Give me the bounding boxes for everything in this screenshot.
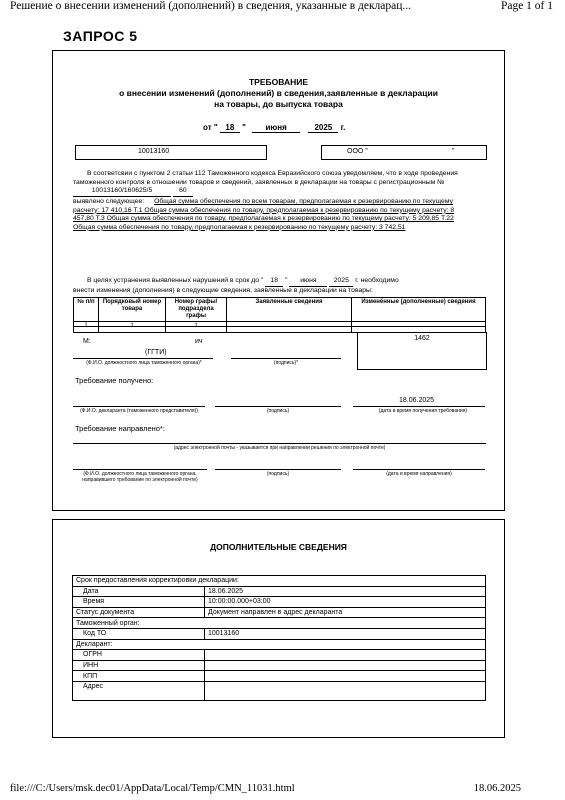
date-year: 2025 (308, 123, 338, 133)
table-row (73, 639, 486, 650)
officer-number-box (357, 332, 487, 370)
signature-caption: (подпись)* (273, 360, 299, 366)
code-label: Код ТО (73, 628, 205, 639)
title-line-2: о внесении изменений (дополнений) в сведения,заявленные в декларации (119, 88, 438, 98)
deadline-day: 18 (265, 277, 283, 287)
deadline-paragraph: В целях устранения выявленных нарушений в срок до " 18 " июня 2025 г. необходимо внести изменения (дополнения) в следующие сведения, заявленные в декларации на товары: (73, 277, 473, 295)
address-label: Адрес (73, 681, 205, 700)
date-value: 18.06.2025 (205, 586, 486, 597)
additional-table (72, 575, 486, 701)
table-row (73, 618, 486, 629)
company-box (321, 145, 487, 160)
table-cell (352, 322, 486, 333)
col-header-column: Номер графы/ подраздела графы (166, 298, 227, 322)
declarant-line (73, 406, 205, 407)
deadline-suffix: г. необходимо (355, 277, 399, 284)
date-day: 18 (220, 123, 240, 133)
additional-title: ДОПОЛНИТЕЛЬНЫЕ СВЕДЕНИЯ (210, 542, 347, 552)
officer-suffix: ич (195, 338, 203, 345)
browser-page-title: Решение о внесении изменений (дополнений) в сведения, указанные в декларац... (10, 0, 412, 12)
file-url: file:///C:/Users/msk.dec01/AppData/Local/Temp/CMN_11031.html (10, 783, 295, 794)
changes-table (73, 297, 486, 333)
deadline-line-2: внести изменения (дополнения) в следующие сведения, заявленные в декларации на товары: (73, 286, 373, 294)
ogrn-label: ОГРН (73, 650, 205, 661)
reg-suffix: 60 (173, 187, 193, 197)
col-header-item: Порядковый номер товара (99, 298, 166, 322)
deadline-label: Срок предоставления корректировки декларации: (73, 576, 486, 587)
finding-text: Общая сумма обеспечения по всем товарам, предполагаемая к резервированию по текущему расчету: 17 410,16 Т.1 Общая сумма обеспечения по товару, предполагаемая к резервированию по текущему расчету: 8 457,80 Т.3 Общая сумма обеспечения по товару, предполагаемая к резервированию по текущему расчету: 5 209,85 Т.22 Общая сумма обеспечения по товару, предполагаемая к резервированию по текущему расчету: 3 742,51 (73, 198, 455, 231)
col-header-declared: Заявленные сведения (227, 298, 352, 322)
officer-line (73, 358, 213, 359)
declarant-label: Декларант: (73, 639, 486, 650)
customs-label: Таможенный орган: (73, 618, 486, 629)
kpp-value (205, 671, 486, 682)
received-date: 18.06.2025 (399, 397, 435, 404)
sent-label: Требование направлено*: (75, 424, 165, 433)
ogrn-value (205, 650, 486, 661)
received-label: Требование получено: (75, 376, 154, 385)
company-name: ООО " (347, 148, 368, 155)
table-row (74, 322, 486, 333)
sender-line (73, 469, 207, 470)
officer-number: 1462 (414, 335, 430, 342)
table-header-row (74, 298, 486, 322)
revealed-label: выявлено следующее: (73, 198, 145, 205)
table-row (73, 607, 486, 618)
title-line-3: на товары, до выпуска товара (214, 99, 343, 109)
kpp-label: КПП (73, 671, 205, 682)
signature-line (231, 358, 341, 359)
status-label: Статус документа (73, 607, 205, 618)
declarant-caption: (Ф.И.О. декларанта (таможенного представителя)) (80, 408, 198, 414)
sent-date-caption: (дата и время направления) (386, 471, 452, 477)
additional-info (52, 519, 505, 738)
print-date: 18.06.2025 (473, 783, 521, 794)
code-value: 10013160 (205, 628, 486, 639)
finding-paragraph (73, 198, 473, 232)
title-line-1: ТРЕБОВАНИЕ (248, 77, 309, 87)
date-month: июня (252, 123, 300, 133)
signature-line-3 (215, 469, 341, 470)
officer-initial: М: (83, 338, 91, 345)
inn-value (205, 660, 486, 671)
deadline-year: 2025 (329, 277, 353, 287)
legal-text: В соответсвии с пунктом 2 статьи 112 Таможенного кодекса Евразийского союза уведомляем, что в ходе проведения таможенного контроля в отношении товаров и сведений, заявленных в декларации на товары с регистрационным № (73, 170, 458, 186)
col-header-changed: Изменённые (дополненные) сведения (352, 298, 486, 322)
table-row (73, 576, 486, 587)
reg-number: 10013160/160625/5 (73, 187, 171, 197)
table-cell: 1 (99, 322, 166, 333)
table-cell: 1 (166, 322, 227, 333)
address-value (205, 681, 486, 700)
time-value: 10:00:00.000+03:00 (205, 597, 486, 608)
company-name-close: " (452, 148, 455, 155)
requirement-title (53, 77, 504, 110)
customs-code: 10013160 (138, 148, 170, 155)
legal-paragraph (73, 170, 473, 197)
officer-org: (ГГТИ) (145, 349, 167, 356)
col-header-num: № п/п (74, 298, 99, 322)
time-label: Время (73, 597, 205, 608)
customs-code-box (75, 145, 267, 160)
requirement-date (203, 123, 345, 133)
received-date-line (353, 406, 485, 407)
officer-caption: (Ф.И.О. должностного лица таможенного органа)* (86, 360, 202, 366)
page-counter: Page 1 of 1 (500, 0, 553, 12)
date-quote: " (242, 123, 246, 132)
table-row (73, 597, 486, 608)
table-row (73, 650, 486, 661)
deadline-month: июня (289, 277, 327, 287)
sent-date-line (353, 469, 485, 470)
table-row (73, 586, 486, 597)
date-label: Дата (73, 586, 205, 597)
email-line (73, 443, 486, 444)
table-cell (227, 322, 352, 333)
received-date-caption: (дата и время получения требования) (378, 408, 468, 414)
query-title: ЗАПРОС 5 (63, 28, 138, 44)
status-value: Документ направлен в адрес декларанта (205, 607, 486, 618)
requirement-form (52, 50, 505, 511)
table-cell: 1 (74, 322, 99, 333)
table-row (73, 681, 486, 700)
email-caption: (адрес электронной почты - указывается при направлении решения по электронной почте) (173, 445, 386, 451)
inn-label: ИНН (73, 660, 205, 671)
table-row (73, 628, 486, 639)
table-row (73, 660, 486, 671)
date-prefix: от " (203, 123, 218, 132)
sender-caption: (Ф.И.О. должностного лица таможенного органа, направившего требование по электронной почте) (82, 471, 198, 483)
date-year-suffix: г. (340, 123, 346, 132)
deadline-prefix: В целях устранения выявленных нарушений в срок до " (87, 277, 264, 284)
signature-line-2 (215, 406, 341, 407)
table-row (73, 671, 486, 682)
signature-caption-3: (подпись) (266, 471, 290, 477)
signature-caption-2: (подпись) (266, 408, 290, 414)
table-bottom-line (73, 326, 486, 327)
